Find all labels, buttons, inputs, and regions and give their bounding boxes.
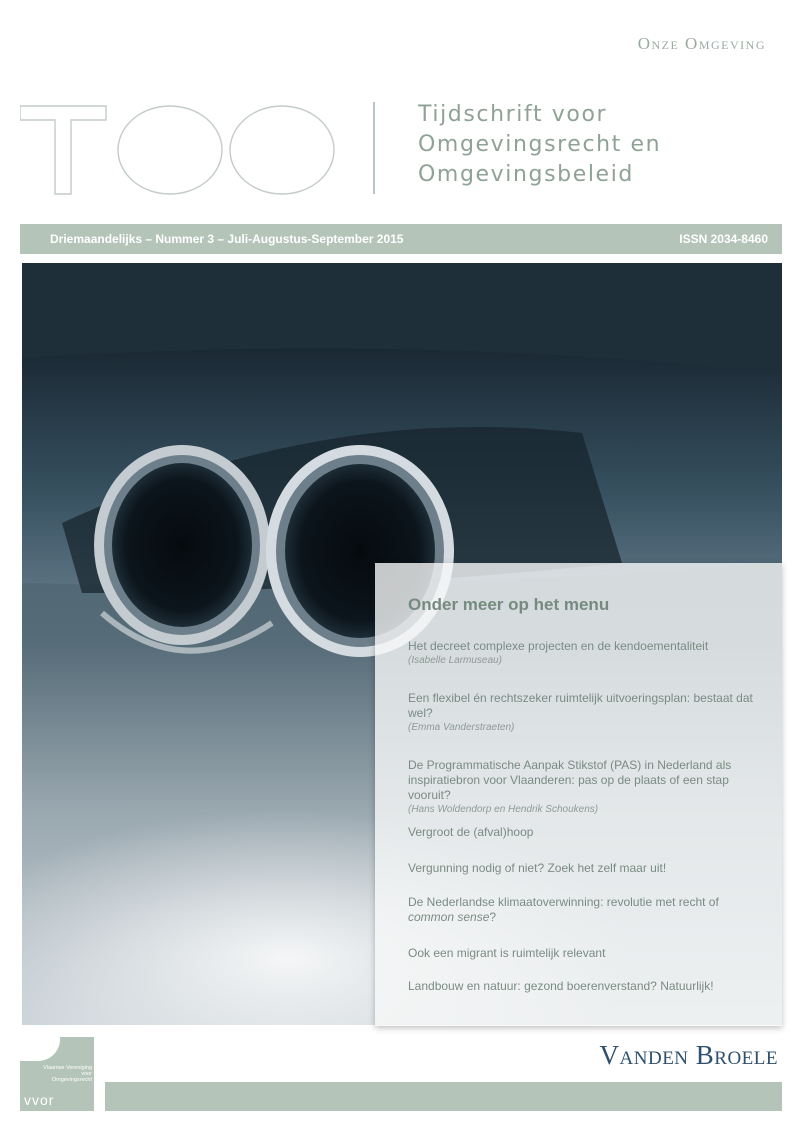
issn: ISSN 2034-8460	[679, 232, 768, 246]
menu-item	[408, 979, 768, 994]
menu-item-title-suffix: ?	[489, 910, 497, 924]
menu-item-title: De Programmatische Aanpak Stikstof (PAS) in Nederland als inspiratiebron voor Vlaanderen: pas op de plaats of een stap vooruit?	[408, 758, 732, 802]
menu-item-author: (Hans Woldendorp en Hendrik Schoukens)	[408, 804, 599, 815]
menu-item-title: Vergunning nodig of niet? Zoek het zelf maar uit!	[408, 861, 667, 875]
vvor-text: vvor	[24, 1092, 55, 1108]
issue-info: Driemaandelijks – Nummer 3 – Juli-Augustus-September 2015	[50, 232, 404, 246]
menu-item	[408, 825, 768, 840]
menu-item-title	[408, 895, 768, 925]
vvor-small-text: Vlaamse Vereniging voor Omgevingsrecht	[43, 1065, 92, 1083]
menu-item	[408, 639, 768, 668]
bottom-bar	[105, 1082, 782, 1111]
menu-panel	[375, 563, 782, 1026]
menu-item	[408, 861, 768, 876]
menu-item-title-text: De Nederlandse klimaatoverwinning: revolutie met recht of	[408, 895, 719, 909]
journal-title-line-3: Omgevingsbeleid	[418, 162, 634, 187]
journal-title	[418, 100, 661, 190]
menu-item-title-italic: common sense	[408, 910, 490, 924]
journal-title-line-1: Tijdschrift voor	[418, 102, 608, 127]
menu-item	[408, 691, 768, 735]
menu-item	[408, 895, 768, 925]
menu-title: Onder meer op het menu	[408, 595, 610, 614]
vvor-logo	[20, 1037, 94, 1111]
menu-item-title: Ook een migrant is ruimtelijk relevant	[408, 946, 606, 960]
issue-band	[20, 224, 782, 254]
menu-item-author: (Emma Vanderstraeten)	[408, 722, 515, 733]
menu-item-title: Landbouw en natuur: gezond boerenverstand? Natuurlijk!	[408, 979, 714, 993]
menu-item-title: Het decreet complexe projecten en de kendoementaliteit	[408, 639, 709, 653]
journal-title-line-2: Omgevingsrecht en	[418, 132, 662, 157]
menu-item	[408, 758, 768, 817]
title-divider	[373, 102, 375, 194]
menu-item	[408, 946, 768, 961]
menu-item-title: Vergroot de (afval)hoop	[408, 825, 534, 839]
menu-item-author: (Isabelle Larmuseau)	[408, 655, 502, 666]
too-logo	[20, 104, 340, 196]
menu-item-title: Een flexibel én rechtszeker ruimtelijk uitvoeringsplan: bestaat dat wel?	[408, 691, 753, 720]
brand-name: Onze Omgeving	[637, 34, 766, 53]
publisher-logo: Vanden Broele	[599, 1040, 778, 1070]
